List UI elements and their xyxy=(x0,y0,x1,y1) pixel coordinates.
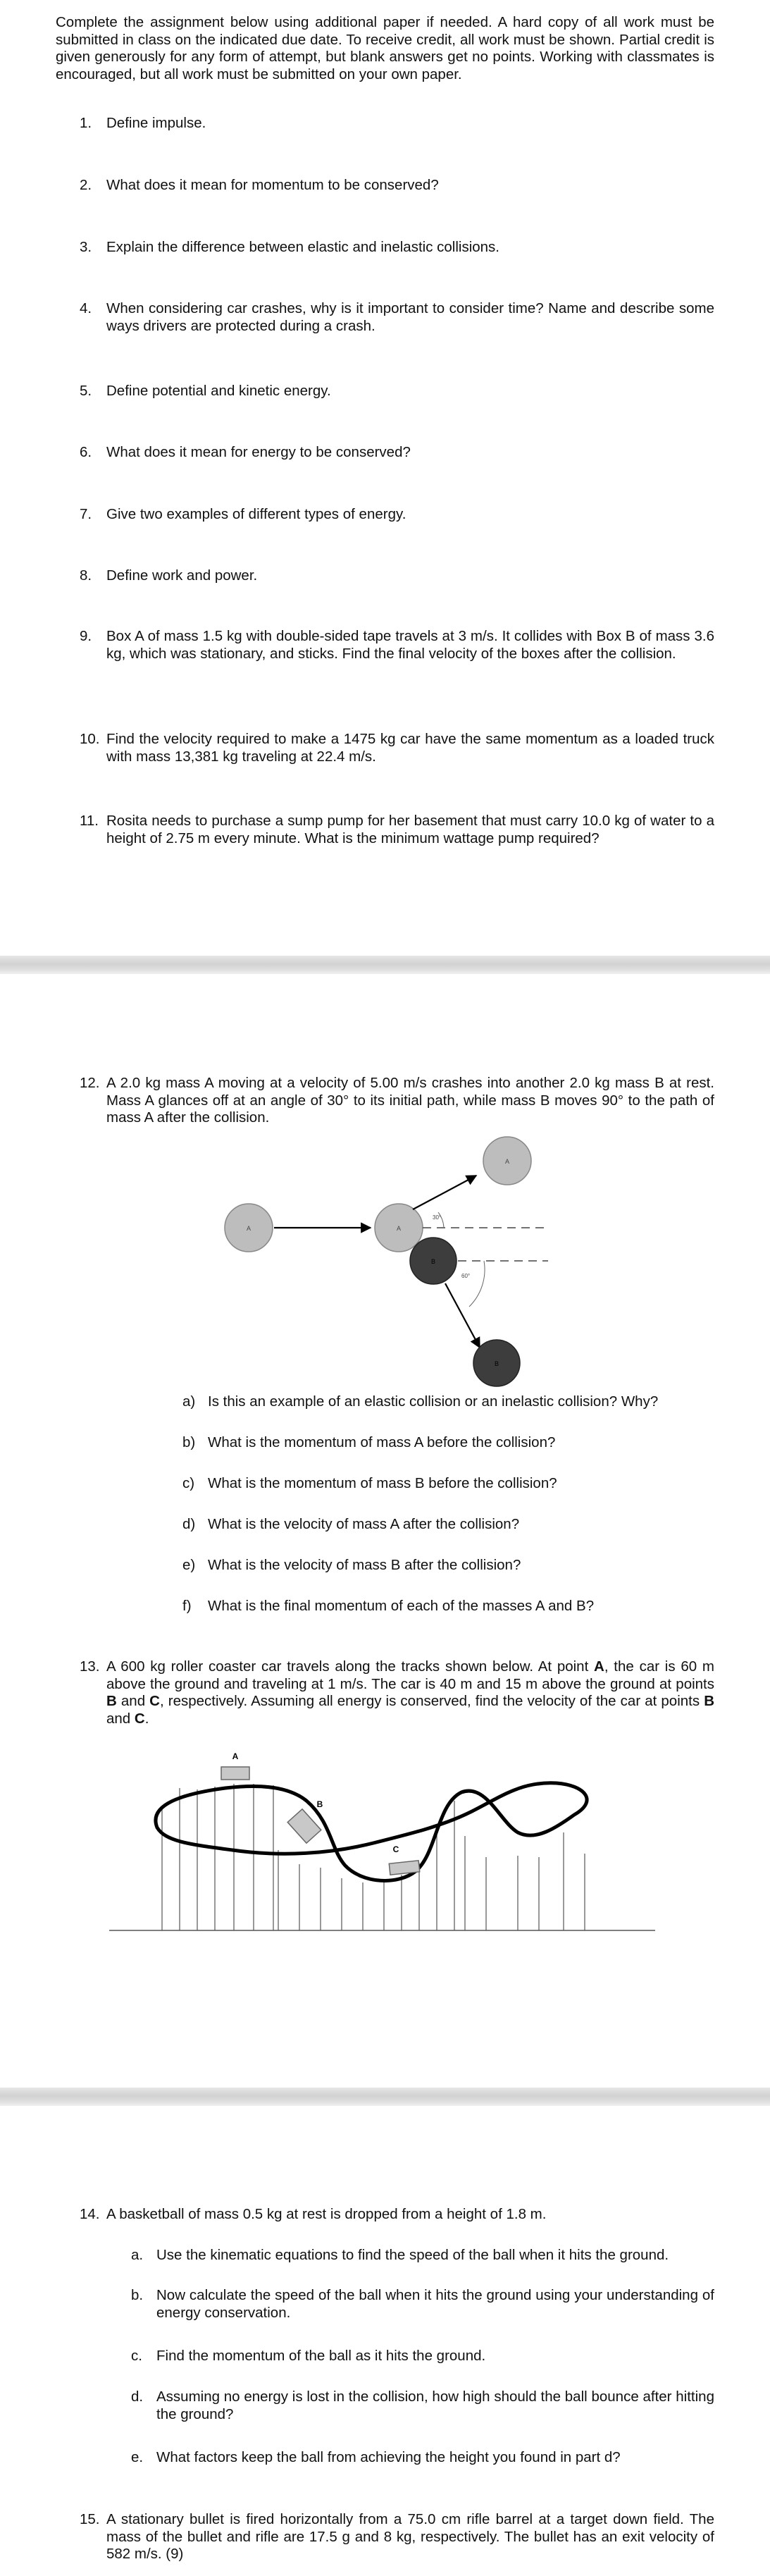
question-text: A 600 kg roller coaster car travels along the tracks shown below. At point A, the car is 60 m above the ground and traveling at 1 m/s. The car is 40 m and 15 m above the ground at points B and C, respectively. Assuming all energy is conserved, find the velocity of the car at points B and C. xyxy=(106,1658,714,1727)
question-12 xyxy=(80,1075,714,1127)
question-text: Give two examples of different types of energy. xyxy=(106,506,406,522)
part-text: Is this an example of an elastic collision or an inelastic collision? Why? xyxy=(208,1393,659,1410)
question-7 xyxy=(80,506,714,524)
question-text: Find the velocity required to make a 1475 kg car have the same momentum as a loaded truck with mass 13,381 kg traveling at 22.4 m/s. xyxy=(106,731,714,765)
question-number: 13. xyxy=(80,1658,100,1675)
question-15 xyxy=(80,2511,714,2563)
part-label: d. xyxy=(131,2389,144,2405)
mass-a-arrow xyxy=(413,1176,476,1209)
question-text: Define potential and kinetic energy. xyxy=(106,383,331,399)
question-text: When considering car crashes, why is it important to consider time? Name and describe some ways drivers are protected during a crash. xyxy=(106,300,714,334)
question-text: What does it mean for energy to be conserved? xyxy=(106,444,411,460)
part-text: What is the momentum of mass B before the collision? xyxy=(208,1475,557,1491)
question-6 xyxy=(80,444,714,462)
question-number: 8. xyxy=(80,567,92,584)
q14-part-a xyxy=(131,2247,714,2264)
angle-arc-b xyxy=(469,1261,485,1307)
page-break xyxy=(0,2088,770,2106)
part-label: b) xyxy=(182,1434,196,1450)
question-text: Explain the difference between elastic and inelastic collisions. xyxy=(106,239,500,255)
question-5 xyxy=(80,383,714,400)
question-text: A basketball of mass 0.5 kg at rest is dropped from a height of 1.8 m. xyxy=(106,2206,547,2222)
coaster-car-a xyxy=(221,1767,249,1780)
angle-label-a: 30° xyxy=(433,1214,442,1221)
q12-part-e xyxy=(182,1557,714,1574)
instructions: Complete the assignment below using additional paper if needed. A hard copy of all work must be submitted in class on the indicated due date. To receive credit, all work must be shown. Partial credit is given generously for any form of attempt, but blank answers get no points. Working with classmates is encouraged, but all work must be submitted on your own paper. xyxy=(56,14,714,82)
mass-a-collision-label: A xyxy=(396,1225,402,1232)
part-text: What factors keep the ball from achieving the height you found in part d? xyxy=(156,2449,621,2465)
q14-part-b xyxy=(131,2287,714,2322)
question-number: 12. xyxy=(80,1075,100,1091)
question-3 xyxy=(80,239,714,257)
question-number: 11. xyxy=(80,813,99,829)
part-text: What is the momentum of mass A before the collision? xyxy=(208,1434,556,1450)
part-label: a. xyxy=(131,2247,144,2263)
part-label: e. xyxy=(131,2449,144,2465)
part-text: What is the velocity of mass B after the collision? xyxy=(208,1557,521,1573)
question-9 xyxy=(80,628,714,663)
part-label: c) xyxy=(182,1475,195,1491)
q14-part-c xyxy=(131,2348,714,2365)
point-b-label: B xyxy=(316,1799,323,1809)
question-text: A stationary bullet is fired horizontally from a 75.0 cm rifle barrel at a target down field. The mass of the bullet and rifle are 17.5 g and 8 kg, respectively. The bullet has an exit velocity of 582 m/s. (9) xyxy=(106,2511,714,2562)
question-number: 10. xyxy=(80,731,100,747)
coaster-car-c xyxy=(389,1861,419,1875)
part-text: What is the final momentum of each of the masses A and B? xyxy=(208,1598,595,1614)
question-8 xyxy=(80,567,714,585)
question-number: 7. xyxy=(80,506,92,522)
coaster-track xyxy=(156,1783,587,1881)
question-number: 15. xyxy=(80,2511,100,2527)
question-text: A 2.0 kg mass A moving at a velocity of 5.00 m/s crashes into another 2.0 kg mass B at rest. Mass A glances off at an angle of 30° to its initial path, while mass B moves 90° to the path of mass A after the collision. xyxy=(106,1075,714,1126)
part-label: a) xyxy=(182,1393,196,1410)
q12-part-d xyxy=(182,1516,714,1534)
part-label: f) xyxy=(182,1598,192,1614)
question-4 xyxy=(80,300,714,335)
support-posts xyxy=(162,1784,585,1930)
question-14 xyxy=(80,2206,714,2224)
question-number: 2. xyxy=(80,177,92,193)
question-text: What does it mean for momentum to be conserved? xyxy=(106,177,439,193)
part-text: Find the momentum of the ball as it hits the ground. xyxy=(156,2348,486,2364)
question-number: 14. xyxy=(80,2206,100,2222)
question-1 xyxy=(80,115,714,133)
question-number: 5. xyxy=(80,383,92,399)
angle-label-b: 60° xyxy=(461,1273,471,1279)
question-number: 6. xyxy=(80,444,92,460)
mass-b-final-label: B xyxy=(494,1360,499,1367)
question-11 xyxy=(80,813,714,847)
mass-a-final-label: A xyxy=(504,1158,510,1165)
mass-b-collision-label: B xyxy=(430,1258,436,1265)
question-text: Define impulse. xyxy=(106,115,206,131)
q12-part-f xyxy=(182,1598,714,1615)
point-a-label: A xyxy=(232,1751,239,1761)
coaster-car-b xyxy=(287,1809,321,1843)
question-10 xyxy=(80,731,714,765)
question-13 xyxy=(80,1658,714,1727)
q12-part-c xyxy=(182,1475,714,1493)
part-text: What is the velocity of mass A after the collision? xyxy=(208,1516,520,1532)
part-label: e) xyxy=(182,1557,196,1573)
question-text: Box A of mass 1.5 kg with double-sided tape travels at 3 m/s. It collides with Box B of mass 3.6 kg, which was stationary, and sticks. Find the final velocity of the boxes after the collision. xyxy=(106,628,714,662)
mass-a-initial-label: A xyxy=(246,1225,252,1232)
roller-coaster-diagram xyxy=(106,1744,662,1938)
q14-part-d xyxy=(131,2389,714,2423)
part-text: Assuming no energy is lost in the collision, how high should the ball bounce after hitting the ground? xyxy=(156,2389,714,2422)
part-text: Now calculate the speed of the ball when it hits the ground using your understanding of energy conservation. xyxy=(156,2287,714,2321)
part-text: Use the kinematic equations to find the speed of the ball when it hits the ground. xyxy=(156,2247,669,2263)
mass-b-arrow xyxy=(445,1283,480,1348)
q12-part-b xyxy=(182,1434,714,1452)
question-text: Define work and power. xyxy=(106,567,258,584)
part-label: b. xyxy=(131,2287,144,2303)
part-label: d) xyxy=(182,1516,196,1532)
question-number: 3. xyxy=(80,239,92,255)
page-break xyxy=(0,956,770,974)
collision-diagram xyxy=(211,1128,564,1395)
question-2 xyxy=(80,177,714,195)
question-number: 9. xyxy=(80,628,92,644)
point-c-label: C xyxy=(392,1844,399,1854)
part-label: c. xyxy=(131,2348,142,2364)
q12-part-a xyxy=(182,1393,714,1411)
question-number: 4. xyxy=(80,300,92,316)
question-text: Rosita needs to purchase a sump pump for her basement that must carry 10.0 kg of water to a height of 2.75 m every minute. What is the minimum wattage pump required? xyxy=(106,813,714,846)
question-number: 1. xyxy=(80,115,92,131)
q14-part-e xyxy=(131,2449,714,2467)
